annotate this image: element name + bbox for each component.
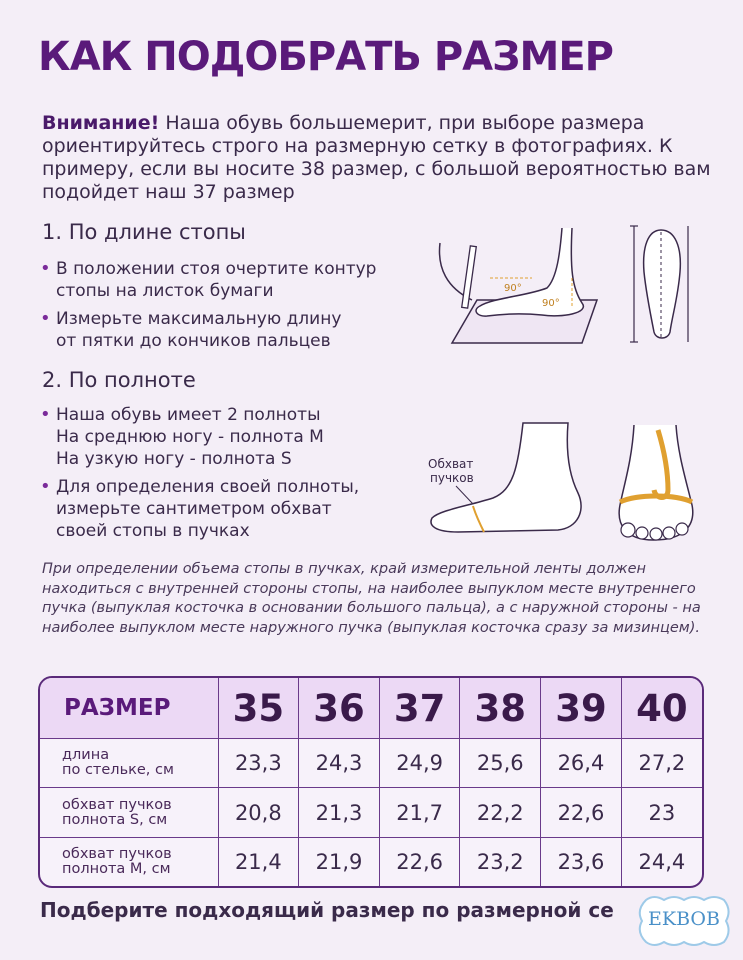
table-cell: 26,4 [541,739,622,788]
table-cell: 23 [621,788,702,837]
table-cell: 23,3 [218,739,299,788]
pencil [462,246,477,308]
angle-label: 90° [542,298,560,309]
list-item [40,308,376,352]
toe [621,523,635,537]
size-36: 36 [299,678,380,739]
illus-label: пучков [430,471,474,485]
table-cell: 21,3 [299,788,380,837]
bullet-line: измерьте сантиметром обхват [56,499,332,519]
warning-bold: Внимание! [42,112,160,134]
size-37: 37 [379,678,460,739]
size-38: 38 [460,678,541,739]
footprint [644,230,681,338]
table-cell: 21,7 [379,788,460,837]
list-item [40,258,376,302]
table-cell: 22,6 [541,788,622,837]
badge-label: EKBOB [648,908,720,930]
row-label: обхват пучков полнота S, см [40,788,218,837]
foot-length-illustration [432,218,602,353]
bullet-line: своей стопы в пучках [56,521,250,541]
section1-heading: 1. По длине стопы [42,220,246,244]
table-header-row [40,678,702,739]
row-label: обхват пучков полнота M, см [40,837,218,886]
foot-girth-illustration [418,418,598,543]
warning-body: Наша обувь большемерит, при выборе размера ориентируйтесь строго на размерную сетку в фотографиях. К примеру, если вы носите 38 размер, с большой вероятностью вам подойдет наш 37 размер [42,112,711,203]
warning-text [42,112,712,204]
table-row [40,739,702,788]
section1-bullets [40,258,376,356]
table-row [40,837,702,886]
size-35: 35 [218,678,299,739]
label-pointer [456,486,473,504]
bullet-line: В положении стоя очертите контур [56,259,377,279]
table-cell: 20,8 [218,788,299,837]
table-cell: 21,9 [299,837,380,886]
footer-text: Подберите подходящий размер по размерной се [40,898,614,922]
measurement-note: При определении объема стопы в пучках, край измерительной ленты должен находиться с внутренней стороны стопы, на наиболее выпуклом месте внутреннего пучка (выпуклая косточка в основании большого пальца), а с наружной стороны - на наиболее выпуклом месте наружного пучка (выпуклая косточка сразу за мизинцем). [42,561,701,636]
section2-heading: 2. По полноте [42,368,196,392]
size-40: 40 [621,678,702,739]
table-cell: 22,6 [379,837,460,886]
bullet-icon: • [40,476,51,497]
section2-bullets [40,404,359,546]
table-cell: 21,4 [218,837,299,886]
table-cell: 27,2 [621,739,702,788]
bullet-line: На узкую ногу - полнота S [56,449,292,469]
bullet-icon: • [40,308,51,329]
table-cell: 23,2 [460,837,541,886]
table-cell: 24,3 [299,739,380,788]
bullet-line: На среднюю ногу - полнота M [56,427,324,447]
bullet-line: от пятки до кончиков пальцев [56,331,331,351]
illus-label: Обхват [428,457,474,471]
table-cell: 23,6 [541,837,622,886]
list-item [40,476,359,542]
table-cell: 24,9 [379,739,460,788]
foot-side [476,228,583,316]
size-39: 39 [541,678,622,739]
angle-label: 90° [504,283,522,294]
bullet-icon: • [40,404,51,425]
size-header-label: РАЗМЕР [40,678,218,739]
table-cell: 25,6 [460,739,541,788]
table-row [40,788,702,837]
bullet-line: Измерьте максимальную длину [56,309,342,329]
page-title: КАК ПОДОБРАТЬ РАЗМЕР [38,34,613,80]
row-label: длина по стельке, см [40,739,218,788]
table-cell: 24,4 [621,837,702,886]
bullet-line: Для определения своей полноты, [56,477,360,497]
foot-outline-illustration [630,222,692,347]
bullet-line: Наша обувь имеет 2 полноты [56,405,321,425]
list-item [40,404,359,470]
bullet-icon: • [40,258,51,279]
size-table [38,676,704,888]
table-cell: 22,2 [460,788,541,837]
foot-front-illustration [606,420,701,545]
bullet-line: стопы на листок бумаги [56,281,274,301]
